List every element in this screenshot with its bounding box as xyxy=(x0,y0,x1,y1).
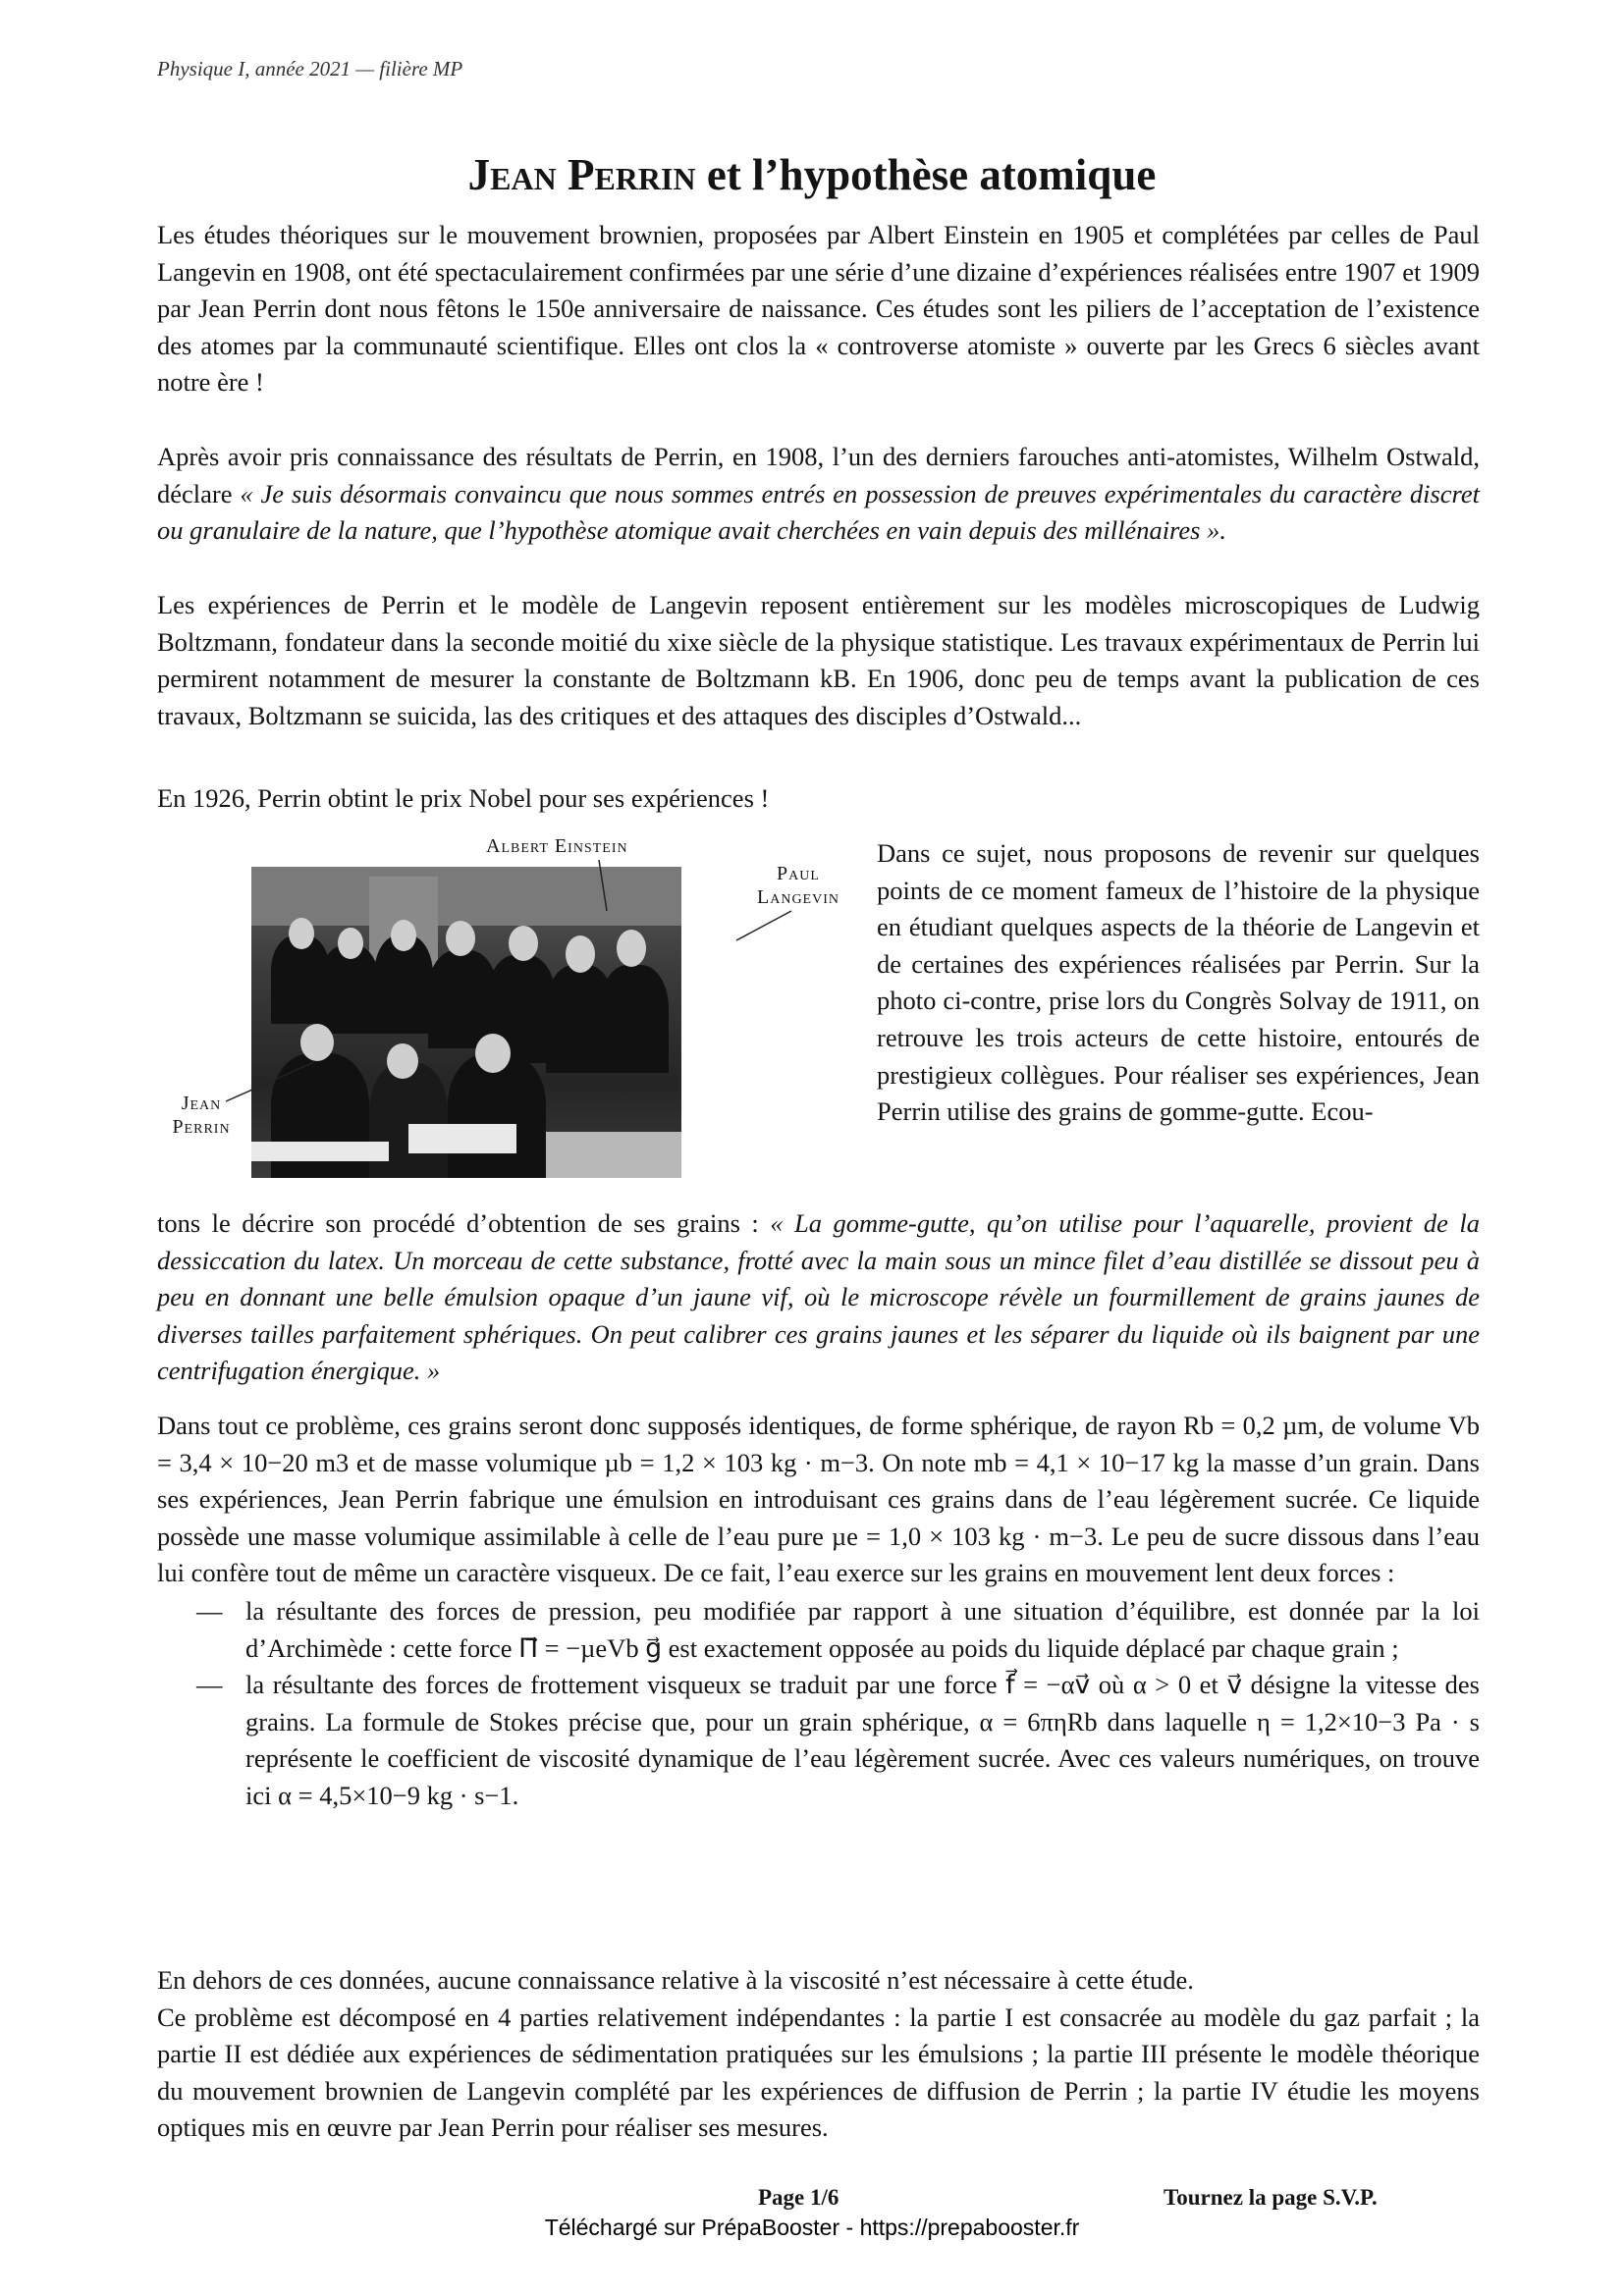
paragraph-grains-data: Dans tout ce problème, ces grains seront donc supposés identiques, de forme sphérique, de rayon Rb = 0,2 µm, de volume Vb = 3,4 × 10−20 m3 et de masse volumique µb = 1,2 × 103 kg · m−3. On note mb = 4,1 × 10−17 kg la masse d’un grain. Dans ses expériences, Jean Perrin fabrique une émulsion en introduisant ces grains dans de l’eau légèrement sucrée. Ce liquide possède une masse volumique assimilable à celle de l’eau pure µe = 1,0 × 103 kg · m−3. Le peu de sucre dissous dans l’eau lui confère tout de même un caractère visqueux. De ce fait, l’eau exerce sur les grains en mouvement lent deux forces : xyxy=(157,1411,1480,1588)
ostwald-quote: « Je suis désormais convaincu que nous sommes entrés en possession de preuves expérimentales du caractère discret ou granulaire de la nature, que l’hypothèse atomique avait cherchées en vain depuis des millénaires ». xyxy=(157,478,1480,546)
paragraph-gomme-gutte xyxy=(157,1205,1480,1390)
arrow-einstein xyxy=(599,860,607,911)
gomme-intro: tons le décrire son procédé d’obtention de ses grains : xyxy=(157,1208,771,1238)
gomme-quote: « La gomme-gutte, qu’on utilise pour l’aquarelle, provient de la dessiccation du latex. Un morceau de cette substance, frotté avec la main sous un mince filet d’eau distillée se dissout peu à peu en donnant une belle émulsion opaque d’un jaune vif, où le microscope révèle un fourmillement de grains jaunes de diverses tailles parfaitement sphériques. On peut calibrer ces grains jaunes et les séparer du liquide où ils baignent par une centrifugation énergique. » xyxy=(157,1208,1480,1386)
ostwald-intro: Après avoir pris connaissance des résultats de Perrin, en 1908, l’un des derniers farouches anti-atomistes, Wilhelm Ostwald, déclare xyxy=(157,442,1480,508)
caption-perrin-last: Perrin xyxy=(172,1116,231,1138)
title-rest: et l’hypothèse atomique xyxy=(695,150,1157,199)
arrow-langevin xyxy=(736,911,791,940)
caption-langevin-first: Paul xyxy=(777,863,820,884)
paragraph-boltzmann: Les expériences de Perrin et le modèle de Langevin reposent entièrement sur les modèles microscopiques de Ludwig Boltzmann, fondateur dans la seconde moitié du xixe siècle de la physique statistique. Les travaux expérimentaux de Perrin lui permirent notamment de mesurer la constante de Boltzmann kB. En 1906, donc peu de temps avant la publication de ces travaux, Boltzmann se suicida, las des critiques et des attaques des disciples d’Ostwald... xyxy=(157,590,1480,730)
running-head: Physique I, année 2021 — filière MP xyxy=(157,57,463,80)
caption-arrows xyxy=(157,834,857,1178)
turn-page-note: Tournez la page S.V.P. xyxy=(1164,2185,1378,2210)
paragraph-subject: Dans ce sujet, nous proposons de revenir sur quelques points de ce moment fameux de l’histoire de la physique en étudiant quelques aspects de la théorie de Langevin et de certaines des expériences réalisées par Perrin. Sur la photo ci-contre, prise lors du Congrès Solvay de 1911, on retrouve les trois acteurs de cette histoire, entourés de prestigieux collègues. Pour réaliser ses expériences, Jean Perrin utilise des grains de gomme-gutte. Ecou- xyxy=(877,838,1480,1127)
solvay-figure xyxy=(157,834,857,1178)
bullet-dash: — xyxy=(196,1670,223,1700)
page-number: Page 1/6 xyxy=(758,2185,839,2210)
list-item xyxy=(196,1593,1480,1667)
bullet-archimede: la résultante des forces de pression, peu modifiée par rapport à une situation d’équilibre, est donnée par la loi d’Archimède : cette force Π⃗ = −µeVb g⃗ est exactement opposée au poids du liquide déplacé par chaque grain ; xyxy=(245,1596,1480,1663)
title-name: Jean Perrin xyxy=(467,150,696,199)
caption-einstein: Albert Einstein xyxy=(486,835,628,857)
bullet-stokes: la résultante des forces de frottement visqueux se traduit par une force f⃗ = −αv⃗ où α > 0 et v⃗ désigne la vitesse des grains. La formule de Stokes précise que, pour un grain sphérique, α = 6πηRb dans laquelle η = 1,2×10−3 Pa · s représente le coefficient de viscosité dynamique de l’eau légèrement sucrée. Avec ces valeurs numériques, on trouve ici α = 4,5×10−9 kg · s−1. xyxy=(245,1670,1480,1810)
paragraph-intro: Les études théoriques sur le mouvement brownien, proposées par Albert Einstein en 1905 et complétées par celles de Paul Langevin en 1908, ont été spectaculairement confirmées par une série d’une dizaine d’expériences réalisées entre 1907 et 1909 par Jean Perrin dont nous fêtons le 150e anniversaire de naissance. Ces études sont les piliers de l’acceptation de l’existence des atomes par la communauté scientifique. Elles ont clos la « controverse atomiste » ouverte par les Grecs 6 siècles avant notre ère ! xyxy=(157,220,1480,398)
caption-perrin-first: Jean xyxy=(181,1093,222,1114)
paragraph-nobel: En 1926, Perrin obtint le prix Nobel pour ses expériences ! xyxy=(157,783,770,813)
paragraph-outline xyxy=(157,1962,1480,2147)
download-credit: Téléchargé sur PrépaBooster - https://prepabooster.fr xyxy=(544,2215,1080,2240)
caption-langevin-last: Langevin xyxy=(757,886,839,908)
parts-outline: Ce problème est décomposé en 4 parties relativement indépendantes : la partie I est consacrée au modèle du gaz parfait ; la partie II est dédiée aux expériences de sédimentation pratiquées sur les émulsions ; la partie III présente le modèle théorique du mouvement brownien de Langevin complété par les expériences de diffusion de Perrin ; la partie IV étudie les moyens optiques mis en œuvre par Jean Perrin pour réaliser ses mesures. xyxy=(157,2002,1480,2143)
paragraph-ostwald xyxy=(157,439,1480,550)
list-item xyxy=(196,1667,1480,1814)
bullet-dash: — xyxy=(196,1596,223,1626)
forces-list xyxy=(196,1593,1480,1815)
page-title xyxy=(0,149,1624,200)
viscosity-note: En dehors de ces données, aucune connaissance relative à la viscosité n’est nécessaire à cette étude. xyxy=(157,1965,1194,1995)
arrow-perrin xyxy=(226,1062,314,1101)
